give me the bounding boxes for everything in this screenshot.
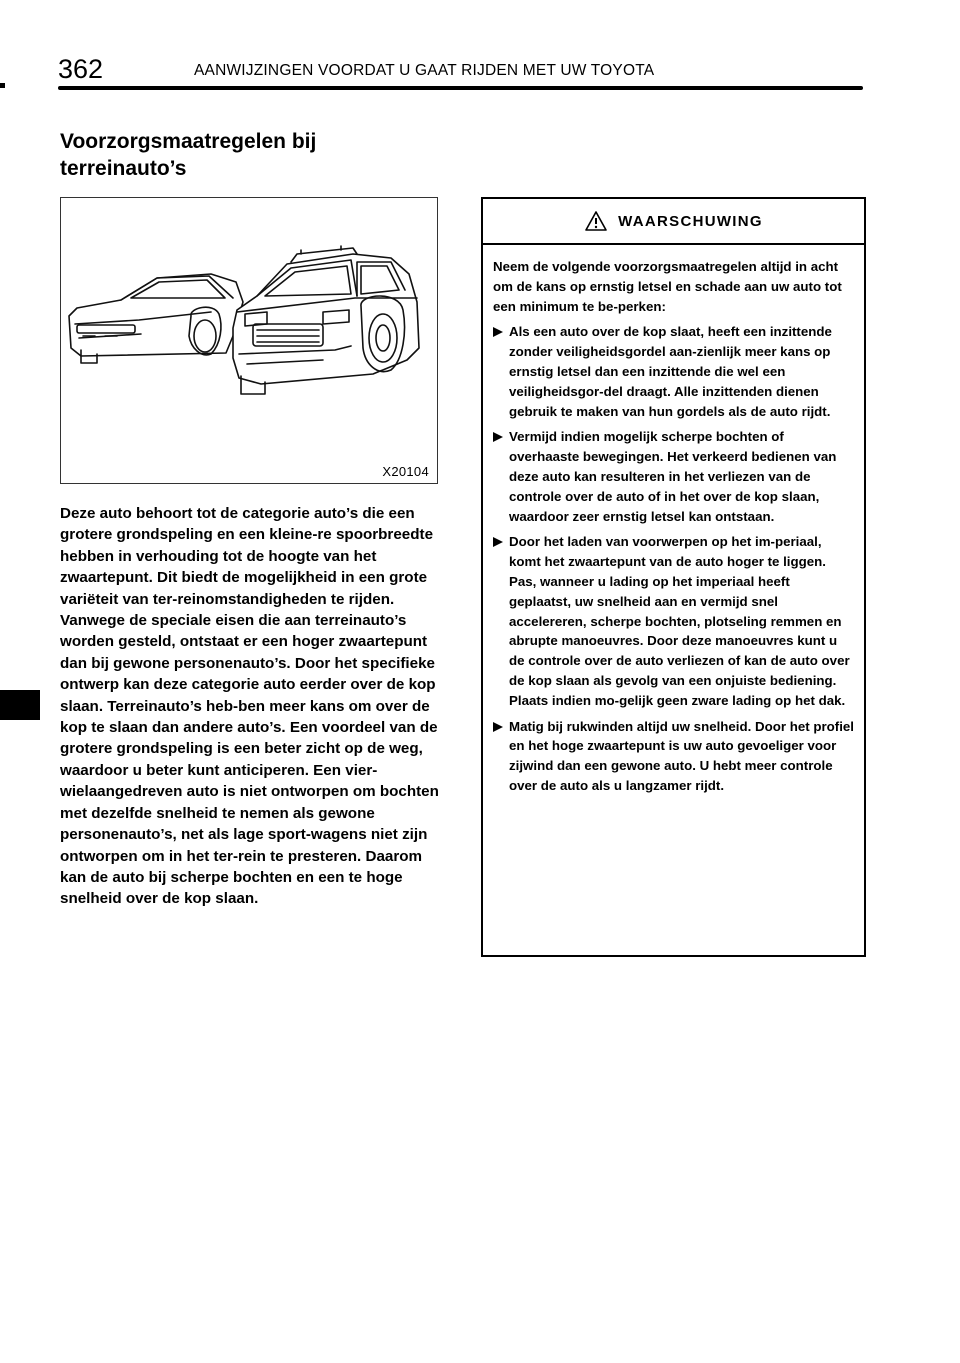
warning-item-text: Vermijd indien mogelijk scherpe bochten of overhaaste bewegingen. Het verkeerd bedienen van deze auto kan resulteren in het verliezen van de controle over de auto of in het over de kop slaan, waardoor zeer ernstig letsel kan ontstaan.	[509, 429, 837, 524]
section-title	[60, 128, 316, 182]
bullet-icon	[493, 537, 503, 547]
warning-triangle-icon	[584, 210, 608, 232]
warning-item	[493, 322, 854, 421]
section-title-line1: Voorzorgsmaatregelen bij	[60, 130, 317, 153]
warning-item-text: Door het laden van voorwerpen op het im-periaal, komt het zwaartepunt van de auto hoger te liggen. Pas, wanneer u lading op het imperiaal heeft geplaatst, uw snelheid aan en vermijd snel accelereren, scherpe bochten, plotseling remmen en abrupte manoeuvres. Door deze manoeuvres kunt u de controle over de auto verliezen of kan de auto over de kop slaan als gevolg van een onjuiste bediening. Plaats indien mo-gelijk geen zware lading op het dak.	[509, 534, 850, 708]
body-paragraph: Deze auto behoort tot de categorie auto’s die een grotere grondspeling en een kleine-re spoorbreedte hebben in verhouding tot de hoogte van het zwaartepunt. Dit biedt de mogelijkheid in een grote variëteit van ter-reinomstandigheden te rijden. Vanwege de speciale eisen die aan terreinauto’s worden gesteld, ontstaat er een hoger zwaartepunt dan bij gewone personenauto’s. Door het specifieke ontwerp kan deze categorie auto eerder over de kop slaan. Terreinauto’s heb-ben meer kans om over de kop te slaan dan andere auto’s. Een voordeel van de grotere grondspeling is een beter zicht op de weg, waardoor u beter kunt anticiperen. Een vier-wielaangedreven auto is niet ontworpen om bochten met dezelfde snelheid te nemen als gewone personenauto’s, net als lage sport-wagens niet zijn ontworpen om in het ter-rein te presteren. Daarom kan de auto bij scherpe bochten en een te hoge snelheid over de kop slaan.	[60, 505, 439, 908]
figure-code: X20104	[382, 464, 429, 479]
warning-header	[483, 199, 864, 245]
bullet-icon	[493, 327, 503, 337]
bullet-icon	[493, 722, 503, 732]
section-thumb-tab	[0, 690, 40, 720]
warning-list	[493, 322, 854, 795]
warning-item	[493, 532, 854, 710]
chapter-title: AANWIJZINGEN VOORDAT U GAAT RIJDEN MET UW TOYOTA	[194, 62, 655, 79]
section-title-line2: terreinauto’s	[60, 157, 187, 180]
warning-item	[493, 427, 854, 526]
warning-item-text: Matig bij rukwinden altijd uw snelheid. Door het profiel en het hoge zwaartepunt is uw auto gevoeliger voor zijwind dan een gewone auto. U hebt meer controle over de auto als u langzamer rijdt.	[509, 718, 854, 793]
warning-item-text: Als een auto over de kop slaat, heeft een inzittende zonder veiligheidsgordel aan-zienlijk meer kans op ernstig letsel dan een inzittende die wel een veiligheidsgor-del draagt. Alle inzittenden dienen gebruik te maken van hun gordels als de auto rijdt.	[509, 324, 832, 419]
cars-illustration-icon	[61, 198, 438, 484]
page-header	[58, 50, 863, 92]
warning-body	[483, 245, 864, 796]
warning-box	[481, 197, 866, 957]
warning-intro: Neem de volgende voorzorgsmaatregelen altijd in acht om de kans op ernstig letsel en schade aan uw auto tot een minimum te be-perken:	[493, 259, 842, 314]
page-number: 362	[58, 54, 104, 84]
header-rule	[58, 86, 863, 90]
vehicle-illustration	[60, 197, 438, 484]
warning-label: WAARSCHUWING	[618, 212, 763, 230]
bullet-icon	[493, 432, 503, 442]
warning-item	[493, 717, 854, 796]
corner-mark	[0, 83, 5, 88]
